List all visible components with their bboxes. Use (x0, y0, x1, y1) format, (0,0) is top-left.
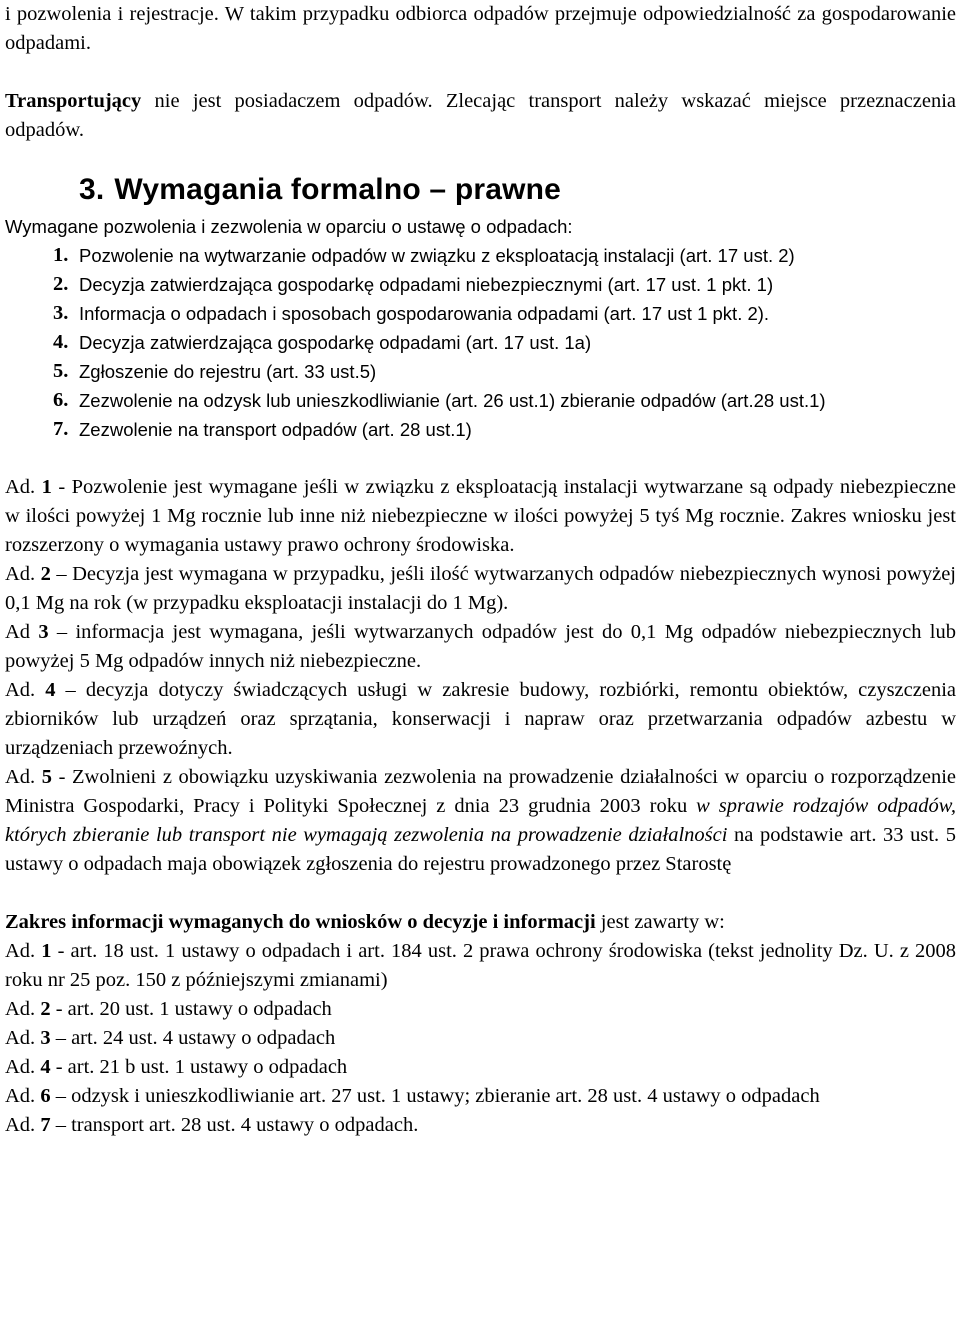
zakres-item (5, 1082, 956, 1111)
zakres-rest: jest zawarty w: (595, 911, 725, 933)
regulation-title: w sprawie rodzajów odpadów, których zbieranie lub transport nie wymagają zezwolenia na prowadzenie działalności (5, 795, 956, 846)
zakres-bold: Zakres informacji wymaganych do wniosków o decyzje i informacji (5, 911, 596, 933)
ad-prefix: Ad. (5, 476, 42, 498)
zakres-item (5, 937, 956, 995)
ad-number: 7 (40, 1114, 51, 1136)
list-text: Zezwolenie na transport odpadów (art. 28 ust.1) (79, 419, 472, 440)
list-number: 1. (53, 244, 69, 266)
ad-paragraph (5, 763, 956, 879)
ad-number: 1 (41, 940, 52, 962)
paragraph-text: nie jest posiadaczem odpadów. Zlecając transport należy wskazać miejsce przeznaczenia odpadów. (5, 90, 956, 141)
zakres-item (5, 1111, 956, 1140)
list-number: 6. (53, 389, 69, 411)
ad-prefix: Ad (5, 621, 39, 643)
ad-prefix: Ad. (5, 1027, 41, 1049)
ad-prefix: Ad. (5, 1056, 41, 1078)
ad-number: 4 (40, 1056, 51, 1078)
ad-prefix: Ad. (5, 998, 41, 1020)
ad-paragraph (5, 676, 956, 763)
ad-number: 4 (45, 679, 56, 701)
section-number: 3. (79, 173, 105, 206)
ad-number: 3 (38, 621, 49, 643)
ad-number: 2 (40, 998, 51, 1020)
ad-number: 5 (41, 766, 53, 788)
ad-prefix: Ad. (5, 940, 42, 962)
ad-paragraph (5, 560, 956, 618)
list-item (5, 328, 956, 357)
ad-text: - art. 18 ust. 1 ustawy o odpadach i art. 184 ust. 2 prawa ochrony środowiska (tekst jednolity Dz. U. z 2008 roku nr 25 poz. 150 z późniejszymi zmianami) (5, 940, 956, 991)
ad-number: 6 (40, 1085, 51, 1107)
list-text: Pozwolenie na wytwarzanie odpadów w związku z eksploatacją instalacji (art. 17 ust. 2) (79, 245, 795, 266)
ad-prefix: Ad. (5, 766, 42, 788)
list-text: Informacja o odpadach i sposobach gospodarowania odpadami (art. 17 ust 1 pkt. 2). (79, 303, 770, 324)
ad-text: – Decyzja jest wymagana w przypadku, jeśli ilość wytwarzanych odpadów niebezpiecznych wynosi powyżej 0,1 Mg na rok (w przypadku eksploatacji instalacji do 1 Mg). (5, 563, 956, 614)
ad-text: - art. 21 b ust. 1 ustawy o odpadach (50, 1056, 348, 1078)
ad-number: 2 (40, 563, 51, 585)
zakres-item (5, 1053, 956, 1082)
ad-text: – transport art. 28 ust. 4 ustawy o odpadach. (50, 1114, 419, 1136)
ad-text: - Zwolnieni z obowiązku uzyskiwania zezwolenia na prowadzenie działalności w oparciu o rozporządzenie Ministra Gospodarki, Pracy i Polityki Społecznej z dnia 23 grudnia 2003 roku (5, 766, 956, 817)
ad-prefix: Ad. (5, 563, 41, 585)
ad-number: 3 (40, 1027, 51, 1049)
zakres-heading (5, 908, 956, 937)
list-item (5, 415, 956, 444)
zakres-item (5, 995, 956, 1024)
list-number: 7. (53, 418, 69, 440)
ad-text: - art. 20 ust. 1 ustawy o odpadach (50, 998, 332, 1020)
list-item (5, 357, 956, 386)
bold-term: Transportujący (5, 90, 142, 112)
section-heading (79, 168, 956, 212)
list-number: 3. (53, 302, 69, 324)
ad-paragraph (5, 618, 956, 676)
ad-text: – informacja jest wymagana, jeśli wytwarzanych odpadów jest do 0,1 Mg odpadów niebezpiecznych lub powyżej 5 Mg odpadów innych niż niebezpieczne. (5, 621, 956, 672)
list-number: 4. (53, 331, 69, 353)
section-intro: Wymagane pozwolenia i zezwolenia w oparciu o ustawę o odpadach: (5, 216, 573, 237)
ad-text: - Pozwolenie jest wymagane jeśli w związku z eksploatacją instalacji wytwarzane są odpady niebezpieczne w ilości powyżej 1 Mg rocznie lub inne niż niebezpieczne w ilości powyżej 5 tyś Mg rocznie. Zakres wniosku jest rozszerzony o wymagania ustawy prawo ochrony środowiska. (5, 476, 956, 556)
section-title: Wymagania formalno – prawne (114, 173, 562, 206)
list-item (5, 299, 956, 328)
ad-text: – odzysk i unieszkodliwianie art. 27 ust. 1 ustawy; zbieranie art. 28 ust. 4 ustawy o odpadach (50, 1085, 820, 1107)
list-item (5, 270, 956, 299)
list-text: Decyzja zatwierdzająca gospodarkę odpadami niebezpiecznymi (art. 17 ust. 1 pkt. 1) (79, 274, 774, 295)
list-text: Zgłoszenie do rejestru (art. 33 ust.5) (79, 361, 377, 382)
list-item (5, 386, 956, 415)
list-number: 2. (53, 273, 69, 295)
list-text: Decyzja zatwierdzająca gospodarkę odpadami (art. 17 ust. 1a) (79, 332, 592, 353)
requirements-list (5, 241, 956, 444)
zakres-item (5, 1024, 956, 1053)
ad-text: na podstawie art. 33 ust. 5 ustawy o odpadach maja obowiązek zgłoszenia do rejestru prowadzonego przez Starostę (5, 824, 957, 875)
ad-prefix: Ad. (5, 1114, 41, 1136)
list-item (5, 241, 956, 270)
ad-prefix: Ad. (5, 679, 46, 701)
list-number: 5. (53, 360, 69, 382)
ad-number: 1 (41, 476, 52, 498)
ad-text: – decyzja dotyczy świadczących usługi w zakresie budowy, rozbiórki, remontu obiektów, czyszczenia zbiorników lub urządzeń oraz sprzątania, konserwacji i napraw oraz przetwarzania odpadów azbestu w urządzeniach przewoźnych. (5, 679, 957, 759)
ad-prefix: Ad. (5, 1085, 41, 1107)
paragraph-odbiorca: i pozwolenia i rejestracje. W takim przypadku odbiorca odpadów przejmuje odpowiedzialność za gospodarowanie odpadami. (5, 3, 956, 54)
ad-paragraph (5, 473, 956, 560)
paragraph-transportujacy (5, 87, 956, 145)
ad-text: – art. 24 ust. 4 ustawy o odpadach (50, 1027, 336, 1049)
list-text: Zezwolenie na odzysk lub unieszkodliwianie (art. 26 ust.1) zbieranie odpadów (art.28 ust.1) (79, 390, 826, 411)
